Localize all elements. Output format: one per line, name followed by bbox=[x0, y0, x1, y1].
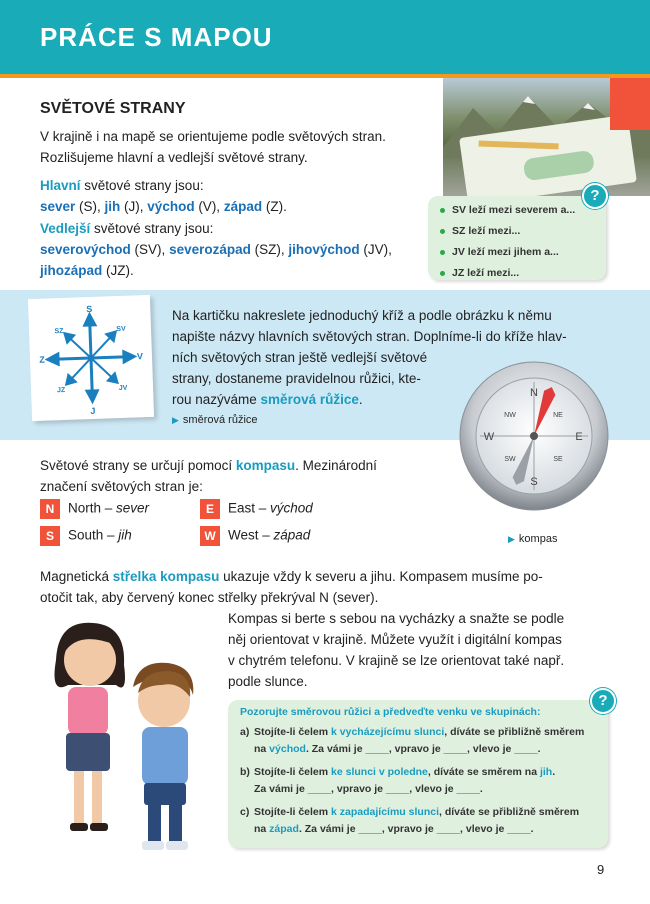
dial-ne: NE bbox=[553, 412, 563, 419]
task-label: a) bbox=[240, 726, 250, 738]
direction-term: jih bbox=[104, 199, 121, 214]
section-title: SVĚTOVÉ STRANY bbox=[40, 100, 186, 117]
question-mark-icon: ? bbox=[590, 688, 616, 714]
walk-line: Kompas si berte s sebou na vycházky a snažte se podle bbox=[228, 611, 565, 626]
task-text: , díváte se směrem na bbox=[427, 766, 540, 778]
legend-cz: východ bbox=[270, 500, 313, 516]
task-b bbox=[240, 764, 555, 798]
main-label-rest: světové strany jsou: bbox=[80, 178, 204, 193]
kids-icon bbox=[38, 615, 218, 860]
direction-term: západ bbox=[223, 199, 263, 214]
legend-dash: – bbox=[103, 527, 119, 543]
direction-term: sever bbox=[40, 199, 76, 214]
compass-rose-icon bbox=[28, 295, 154, 421]
legend-en: North bbox=[68, 500, 102, 516]
rose-caption-text: směrová růžice bbox=[182, 414, 258, 426]
task-bubble bbox=[228, 700, 608, 848]
legend-badge: W bbox=[200, 526, 220, 546]
compass-icon bbox=[458, 360, 610, 512]
task-highlight: východ bbox=[269, 743, 306, 755]
legend-dash: – bbox=[101, 500, 117, 516]
legend-badge: E bbox=[200, 499, 220, 519]
walk-text bbox=[228, 608, 564, 692]
direction-abbr: (Z). bbox=[262, 199, 287, 214]
legend-dash: – bbox=[258, 527, 274, 543]
task-label: c) bbox=[240, 806, 250, 818]
task-highlight: k zapadajícímu slunci bbox=[331, 806, 439, 818]
children-illustration bbox=[38, 615, 218, 860]
band-line: rou nazýváme bbox=[172, 392, 261, 407]
task-highlight: západ bbox=[269, 823, 299, 835]
question-mark-icon: ? bbox=[582, 183, 608, 209]
task-text: , díváte se přibližně směrem bbox=[438, 806, 580, 818]
walk-line: podle slunce. bbox=[228, 674, 308, 689]
question-bubble bbox=[428, 196, 606, 280]
corner-accent bbox=[610, 78, 650, 130]
dial-sw: SW bbox=[504, 456, 516, 463]
legend-cz: sever bbox=[116, 500, 150, 516]
secondary-directions bbox=[40, 218, 392, 281]
compass-line-end: . Mezinárodní bbox=[295, 458, 377, 473]
question-item: JV leží mezi jihem a... bbox=[428, 242, 606, 263]
task-highlight: k vycházejícímu slunci bbox=[331, 726, 445, 738]
direction-term: severovýchod bbox=[40, 242, 131, 257]
compass-line: značení světových stran je: bbox=[40, 479, 203, 494]
task-text: na bbox=[254, 743, 270, 755]
band-line: Na kartičku nakreslete jednoduchý kříž a podle obrázku k němu bbox=[172, 308, 552, 323]
task-highlight: ke slunci v poledne bbox=[331, 766, 428, 778]
direction-abbr: (JZ). bbox=[102, 263, 134, 278]
rose-label-e: V bbox=[136, 351, 144, 362]
rose-term: směrová růžice bbox=[260, 392, 359, 407]
needle-term: střelka kompasu bbox=[112, 569, 220, 584]
dial-e: E bbox=[575, 431, 583, 443]
rose-label-se: JV bbox=[118, 384, 128, 393]
intro-text bbox=[40, 126, 386, 168]
needle-line: otočit tak, aby červený konec střelky překrýval N (sever). bbox=[40, 590, 379, 605]
question-item: SV leží mezi severem a... bbox=[428, 200, 606, 221]
intro-line: V krajině i na mapě se orientujeme podle světových stran. bbox=[40, 129, 386, 144]
rose-label-s: J bbox=[90, 405, 96, 417]
direction-term: východ bbox=[147, 199, 195, 214]
legend-south bbox=[40, 526, 132, 546]
task-title: Pozorujte směrovou růžici a předveďte venku ve skupinách: bbox=[240, 706, 541, 718]
question-item: JZ leží mezi... bbox=[428, 263, 606, 284]
band-line: napište názvy hlavních světových stran. Doplníme-li do kříže hlav- bbox=[172, 329, 567, 344]
legend-badge: N bbox=[40, 499, 60, 519]
task-text: , díváte se přibližně směrem bbox=[444, 726, 585, 738]
dial-w: W bbox=[483, 431, 495, 443]
walk-line: něj orientovat v krajině. Můžete využít i digitální kompas bbox=[228, 632, 562, 647]
compass-term: kompasu bbox=[235, 458, 296, 473]
direction-abbr: (SZ), bbox=[250, 242, 289, 257]
legend-dash: – bbox=[255, 500, 271, 516]
direction-abbr: (SV), bbox=[130, 242, 170, 257]
direction-rose-card bbox=[28, 295, 154, 421]
question-item: SZ leží mezi... bbox=[428, 221, 606, 242]
task-text: Stojíte-li čelem bbox=[254, 726, 332, 738]
legend-badge: S bbox=[40, 526, 60, 546]
rose-label-sw: JZ bbox=[56, 386, 66, 395]
main-directions bbox=[40, 175, 287, 217]
legend-cz: jih bbox=[118, 527, 132, 543]
band-line: strany, dostaneme pravidelnou růžici, kte- bbox=[172, 371, 421, 386]
task-label: b) bbox=[240, 766, 250, 778]
dial-nw: NW bbox=[504, 412, 516, 419]
needle-line: Magnetická bbox=[40, 569, 113, 584]
task-text: Stojíte-li čelem bbox=[254, 766, 332, 778]
caption-triangle-icon: ▶ bbox=[172, 415, 179, 425]
task-text: . bbox=[552, 766, 556, 778]
direction-abbr: (V), bbox=[194, 199, 224, 214]
direction-term: jihovýchod bbox=[288, 242, 360, 257]
legend-en: South bbox=[68, 527, 104, 543]
legend-en: West bbox=[228, 527, 259, 543]
task-text: Stojíte-li čelem bbox=[254, 806, 332, 818]
band-line-end: . bbox=[358, 392, 363, 407]
direction-abbr: (JV), bbox=[359, 242, 392, 257]
compass-line: Světové strany se určují pomocí bbox=[40, 458, 236, 473]
task-text: . Za vámi je ____, vpravo je ____, vlevo je ____. bbox=[305, 743, 541, 755]
legend-east bbox=[200, 499, 313, 519]
direction-abbr: (J), bbox=[120, 199, 148, 214]
legend-en: East bbox=[228, 500, 256, 516]
compass-caption bbox=[508, 533, 557, 545]
task-text: . Za vámi je ____, vpravo je ____, vlevo je ____. bbox=[298, 823, 534, 835]
secondary-label: Vedlejší bbox=[40, 221, 91, 236]
compass-caption-text: kompas bbox=[518, 533, 558, 545]
rose-caption bbox=[172, 414, 258, 426]
intro-line: Rozlišujeme hlavní a vedlejší světové strany. bbox=[40, 150, 308, 165]
band-line: ních světových stran ještě vedlejší světové bbox=[172, 350, 428, 365]
task-text: na bbox=[254, 823, 270, 835]
direction-term: severozápad bbox=[169, 242, 251, 257]
task-text: Za vámi je ____, vpravo je ____, vlevo je ____. bbox=[254, 783, 483, 795]
compass-text bbox=[40, 455, 377, 497]
direction-abbr: (S), bbox=[75, 199, 105, 214]
page-number: 9 bbox=[597, 862, 605, 877]
legend-cz: západ bbox=[273, 527, 311, 543]
secondary-label-rest: světové strany jsou: bbox=[90, 221, 214, 236]
page-title: PRÁCE S MAPOU bbox=[40, 22, 273, 52]
dial-n: N bbox=[530, 387, 538, 399]
direction-term: jihozápad bbox=[40, 263, 103, 278]
rose-label-ne: SV bbox=[116, 325, 126, 334]
task-c bbox=[240, 804, 579, 838]
main-label: Hlavní bbox=[40, 178, 81, 193]
rose-label-nw: SZ bbox=[54, 327, 64, 336]
needle-line-end: ukazuje vždy k severu a jihu. Kompasem musíme po- bbox=[219, 569, 543, 584]
legend-north bbox=[40, 499, 149, 519]
rose-label-w: Z bbox=[39, 354, 45, 365]
compass-illustration bbox=[458, 360, 610, 512]
caption-triangle-icon: ▶ bbox=[508, 534, 515, 544]
rose-label-n: S bbox=[86, 303, 93, 315]
walk-line: v chytrém telefonu. V krajině se lze orientovat také např. bbox=[228, 653, 565, 668]
needle-text bbox=[40, 566, 612, 608]
task-highlight: jih bbox=[539, 766, 553, 778]
dial-se: SE bbox=[553, 456, 563, 463]
dial-s: S bbox=[530, 476, 538, 488]
legend-west bbox=[200, 526, 310, 546]
task-a bbox=[240, 724, 584, 758]
